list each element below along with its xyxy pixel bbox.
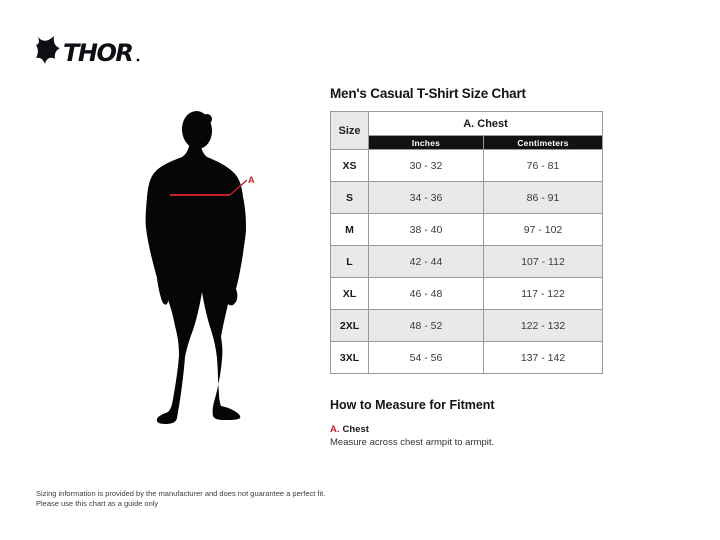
- measure-item-description: Measure across chest armpit to armpit.: [330, 437, 495, 448]
- measure-item-title: [330, 424, 602, 435]
- disclaimer: [36, 489, 325, 509]
- inches-cell: 38 - 40: [369, 214, 484, 246]
- chest-group-header: A. Chest: [369, 112, 603, 136]
- fitment-figure: [140, 106, 270, 436]
- size-chart-table: [330, 111, 603, 374]
- hair-silhouette: [202, 114, 212, 124]
- disclaimer-line-2: Please use this chart as a guide only: [36, 499, 159, 508]
- disclaimer-line-1: Sizing information is provided by the manufacturer and does not guarantee a perfect fit.: [36, 489, 326, 498]
- inches-cell: 34 - 36: [369, 182, 484, 214]
- centimeters-cell: 86 - 91: [484, 182, 603, 214]
- size-cell: 3XL: [331, 342, 369, 374]
- centimeters-cell: 122 - 132: [484, 310, 603, 342]
- measure-item-name: Chest: [342, 424, 369, 435]
- chest-annotation-label: A: [248, 175, 255, 185]
- figure-svg: [140, 106, 270, 436]
- centimeters-column-header: Centimeters: [484, 136, 603, 150]
- size-chart-panel: [330, 86, 602, 448]
- table-row: [331, 310, 603, 342]
- centimeters-cell: 117 - 122: [484, 278, 603, 310]
- table-row: [331, 278, 603, 310]
- table-row: [331, 246, 603, 278]
- centimeters-cell: 97 - 102: [484, 214, 603, 246]
- size-cell: L: [331, 246, 369, 278]
- inches-cell: 54 - 56: [369, 342, 484, 374]
- table-row: [331, 150, 603, 182]
- thor-helmet-icon: [36, 36, 60, 64]
- size-cell: S: [331, 182, 369, 214]
- table-row: [331, 342, 603, 374]
- centimeters-cell: 76 - 81: [484, 150, 603, 182]
- size-chart-title: Men's Casual T-Shirt Size Chart: [330, 86, 526, 101]
- how-to-measure-heading: How to Measure for Fitment: [330, 398, 495, 412]
- table-row: [331, 182, 603, 214]
- inches-column-header: Inches: [369, 136, 484, 150]
- centimeters-cell: 107 - 112: [484, 246, 603, 278]
- measure-item-chest: [330, 424, 602, 448]
- measure-item-key: A.: [330, 424, 340, 435]
- inches-cell: 48 - 52: [369, 310, 484, 342]
- body-silhouette: [146, 136, 246, 424]
- brand-logo: [34, 34, 144, 68]
- table-row: [331, 214, 603, 246]
- size-cell: 2XL: [331, 310, 369, 342]
- size-column-header: Size: [331, 112, 369, 150]
- size-cell: M: [331, 214, 369, 246]
- size-cell: XS: [331, 150, 369, 182]
- how-to-measure-section: [330, 398, 602, 448]
- centimeters-cell: 137 - 142: [484, 342, 603, 374]
- inches-cell: 30 - 32: [369, 150, 484, 182]
- thor-logo-svg: [34, 34, 144, 68]
- thor-wordmark: THOR: [63, 39, 133, 67]
- inches-cell: 46 - 48: [369, 278, 484, 310]
- trademark-dot: [137, 59, 140, 62]
- inches-cell: 42 - 44: [369, 246, 484, 278]
- size-cell: XL: [331, 278, 369, 310]
